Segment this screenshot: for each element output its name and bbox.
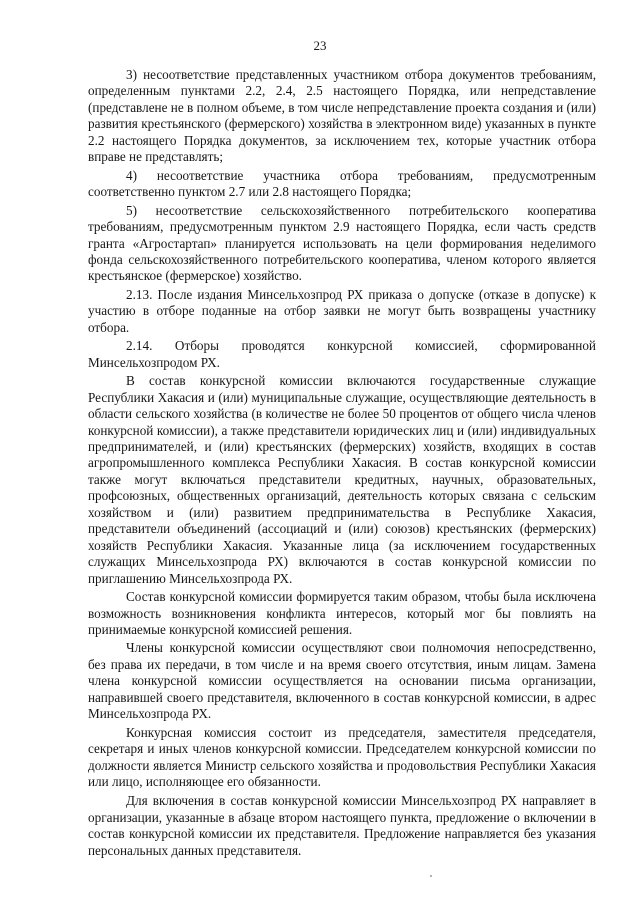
document-body — [88, 67, 596, 861]
paragraph-commission-composition: В состав конкурсной комиссии включаются государственные служащие Республики Хакасия и (или) муниципальные служащие, осуществляющие деятельность в области сельского хозяйства (в количестве не более 50 процентов от общего числа членов конкурсной комиссии), а также представители юридических лиц и (или) индивидуальных предпринимателей, и (или) крестьянских (фермерских) хозяйств, входящих в состав агропромышленного комплекса Республики Хакасия. В состав конкурсной комиссии также могут включаться представители кредитных, научных, образовательных, профсоюзных, общественных организаций, деятельность которых связана с сельским хозяйством и (или) развитием предпринимательства в Республике Хакасия, представители объединений (ассоциаций и (или) союзов) крестьянских (фермерских) хозяйств Республики Хакасия. Указанные лица (за исключением государственных служащих Минсельхозпрода РХ) включаются в состав конкурсной комиссии по приглашению Минсельхозпрода РХ. — [88, 373, 596, 586]
paragraph-member-powers: Члены конкурсной комиссии осуществляют свои полномочия непосредственно, без права их передачи, в том числе и на время своего отсутствия, иным лицам. Замена члена конкурсной комиссии осуществляется на основании письма организации, направившей своего представителя, включенного в состав конкурсной комиссии, в адрес Минсельхозпрода РХ. — [88, 640, 596, 722]
page-number: 23 — [313, 38, 327, 53]
scan-speck — [430, 875, 432, 877]
paragraph-conflict-of-interest: Состав конкурсной комиссии формируется таким образом, чтобы была исключена возможность возникновения конфликта интересов, который мог бы повлиять на принимаемые конкурсной комиссией решения. — [88, 589, 596, 637]
paragraph-2-14: 2.14. Отборы проводятся конкурсной комиссией, сформированной Минсельхозпродом РХ. — [88, 338, 596, 370]
paragraph-inclusion-procedure: Для включения в состав конкурсной комиссии Минсельхозпрод РХ направляет в организации, указанные в абзаце втором настоящего пункта, предложение о включении в состав конкурсной комиссии их представителя. Предложение направляется без указания персональных данных представителя. — [88, 793, 596, 858]
paragraph-item-3: 3) несоответствие представленных участником отбора документов требованиям, определенным пунктами 2.2, 2.4, 2.5 настоящего Порядка, или непредставление (представлене не в полном объеме, в том числе непредставление проекта создания и (или) развития крестьянского (фермерского) хозяйства в электронном виде) указанных в пункте 2.2 настоящего Порядка документов, за исключением тех, которые участник отбора вправе не представлять; — [88, 67, 596, 165]
paragraph-2-13: 2.13. После издания Минсельхозпрод РХ приказа о допуске (отказе в допуске) к участию в отборе поданные на отбор заявки не могут быть возвращены участнику отбора. — [88, 286, 596, 335]
paragraph-commission-structure: Конкурсная комиссия состоит из председателя, заместителя председателя, секретаря и иных членов конкурсной комиссии. Председателем конкурсной комиссии по должности является Министр сельского хозяйства и продовольствия Республики Хакасия или лицо, исполняющее его обязанности. — [88, 724, 596, 790]
paragraph-item-4: 4) несоответствие участника отбора требованиям, предусмотренным соответственно пунктом 2.7 или 2.8 настоящего Порядка; — [88, 167, 596, 200]
paragraph-item-5: 5) несоответствие сельскохозяйственного потребительского кооператива требованиям, предусмотренным пунктом 2.9 настоящего Порядка, если часть средств гранта «Агростартап» планируется использовать на цели формирования неделимого фонда сельскохозяйственного потребительского кооператива, членом которого является крестьянское (фермерское) хозяйство. — [88, 202, 596, 284]
